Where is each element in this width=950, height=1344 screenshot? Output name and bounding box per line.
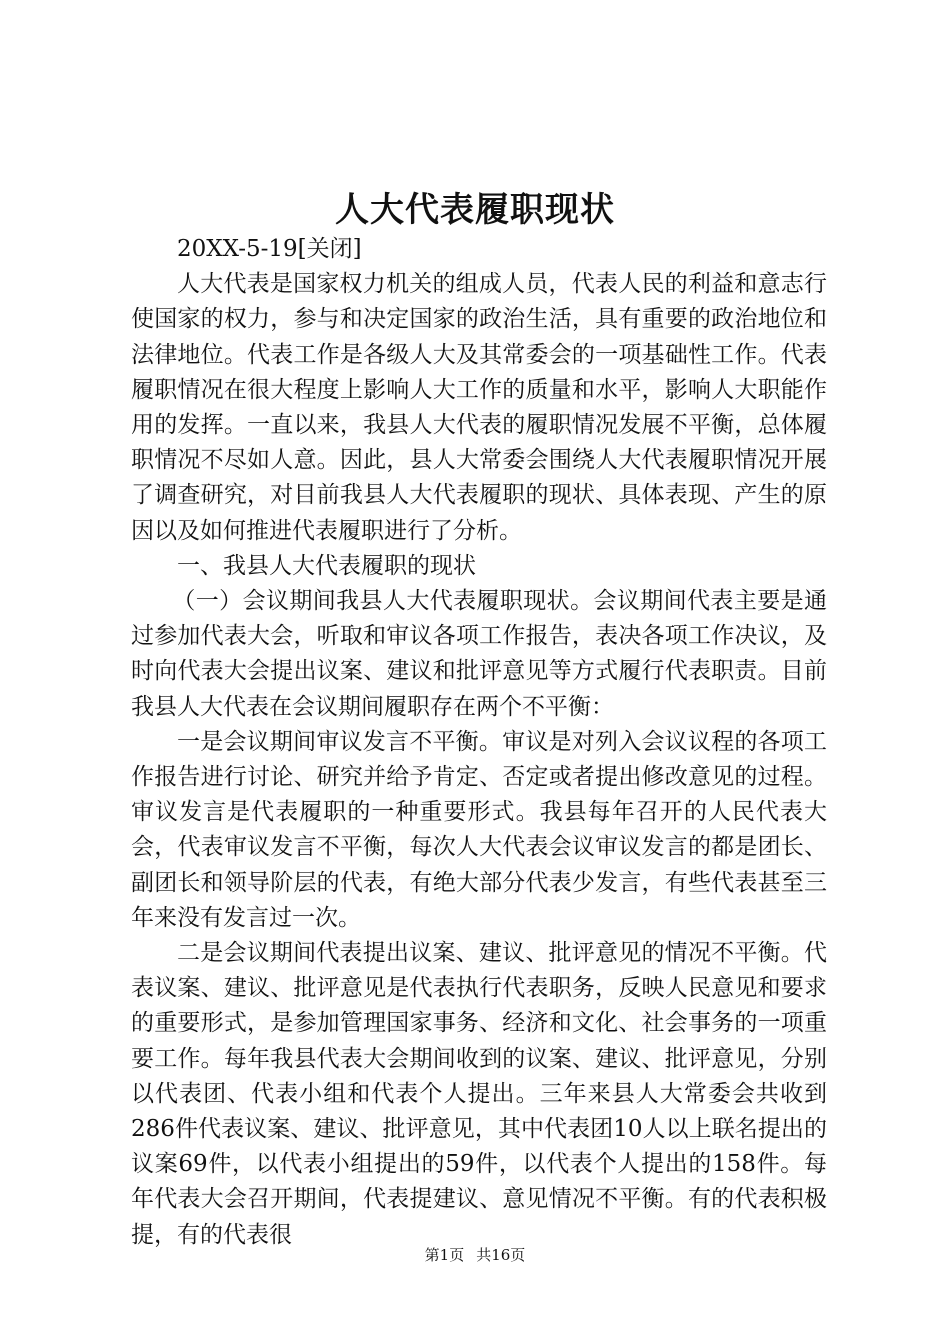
page-total: 共16页 xyxy=(476,1246,526,1264)
page-footer xyxy=(0,1244,950,1265)
document-title: 人大代表履职现状 xyxy=(335,190,615,230)
paragraph-point-1: 一是会议期间审议发言不平衡。审议是对列入会议议程的各项工作报告进行讨论、研究并给予肯定、否定或者提出修改意见的过程。审议发言是代表履职的一种重要形式。我县每年召开的人民代表大会，代表审议发言不平衡，每次人大代表会议审议发言的都是团长、副团长和领导阶层的代表，有绝大部分代表少发言，有些代表甚至三年来没有发言过一次。 xyxy=(131,728,827,931)
paragraph-point-2: 二是会议期间代表提出议案、建议、批评意见的情况不平衡。代表议案、建议、批评意见是代表执行代表职务，反映人民意见和要求的重要形式，是参加管理国家事务、经济和文化、社会事务的一项重要工作。每年我县代表大会期间收到的议案、建议、批评意见，分别以代表团、代表小组和代表个人提出。三年来县人大常委会共收到286件代表议案、建议、批评意见，其中代表团10人以上联名提出的议案69件，以代表小组提出的59件，以代表个人提出的158件。每年代表大会召开期间，代表提建议、意见情况不平衡。有的代表积极提，有的代表很 xyxy=(131,940,827,1248)
paragraph-intro: 人大代表是国家权力机关的组成人员，代表人民的利益和意志行使国家的权力，参与和决定国家的政治生活，具有重要的政治地位和法律地位。代表工作是各级人大及其常委会的一项基础性工作。代表履职情况在很大程度上影响人大工作的质量和水平，影响人大职能作用的发挥。一直以来，我县人大代表的履职情况发展不平衡，总体履职情况不尽如人意。因此，县人大常委会围绕人大代表履职情况开展了调查研究，对目前我县人大代表履职的现状、具体表现、产生的原因以及如何推进代表履职进行了分析。 xyxy=(131,271,827,544)
document-body xyxy=(131,232,827,1253)
paragraph-subsection-1: （一）会议期间我县人大代表履职现状。会议期间代表主要是通过参加代表大会，听取和审议各项工作报告，表决各项工作决议，及时向代表大会提出议案、建议和批评意见等方式履行代表职责。目前我县人大代表在会议期间履职存在两个不平衡： xyxy=(131,588,827,720)
page-number: 第1页 xyxy=(424,1246,465,1264)
section-heading: 一、我县人大代表履职的现状 xyxy=(177,552,476,579)
date-line: 20XX-5-19[关闭] xyxy=(177,236,362,262)
